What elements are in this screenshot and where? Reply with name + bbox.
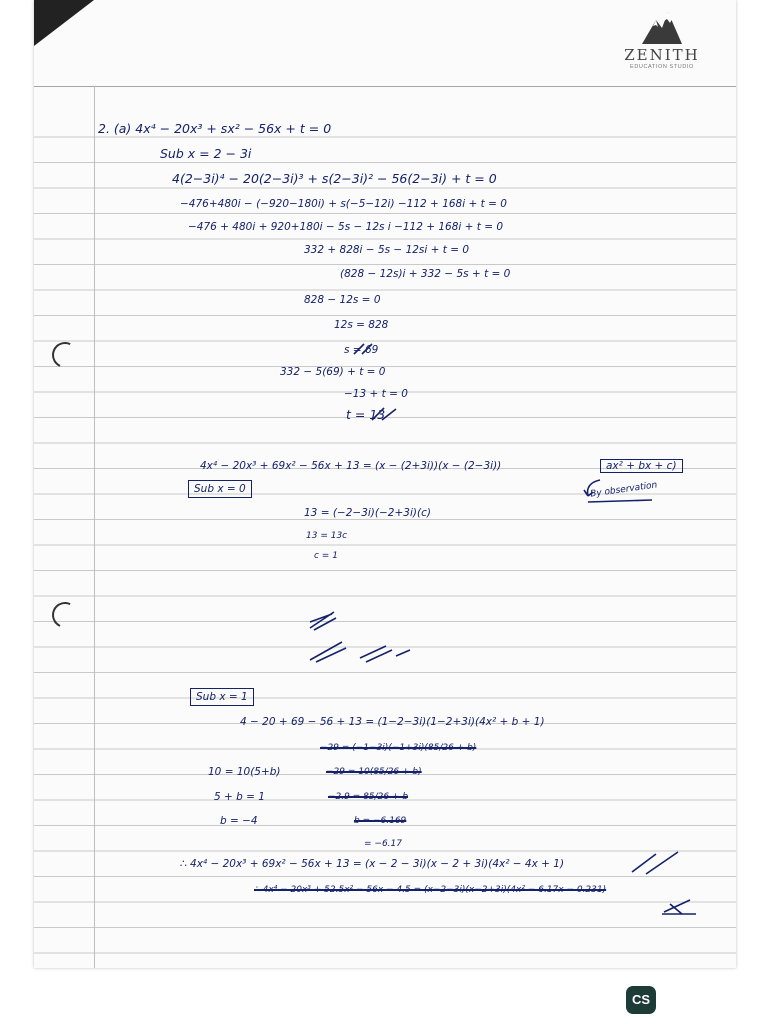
crossed-out-line: −29 = (−1−3i)(−1+3i)(85/26 + b) xyxy=(320,743,477,753)
tick-mark-icon xyxy=(370,406,404,422)
factor-equation: 4x⁴ − 20x³ + 69x² − 56x + 13 = (x − (2+3i))(x − (2−3i)) xyxy=(200,460,502,472)
crossed-out-line: −29 = 10(85/26 + b) xyxy=(326,767,422,777)
working-line: 332 + 828i − 5s − 12si + t = 0 xyxy=(304,244,470,256)
factor-equation-quadratic xyxy=(600,458,683,474)
working-line: (828 − 12s)i + 332 − 5s + t = 0 xyxy=(340,268,511,280)
tick-mark-icon xyxy=(352,342,382,356)
working-line: = −6.17 xyxy=(364,839,402,849)
cross-mark-icon xyxy=(660,896,700,916)
margin-rule xyxy=(94,86,95,968)
annotation-note: By observation xyxy=(589,480,658,500)
working-line: −476+480i − (−920−180i) + s(−5−12i) −112 + 168i + t = 0 xyxy=(180,198,507,210)
final-answer: ∴ 4x⁴ − 20x³ + 69x² − 56x + 13 = (x − 2 − 3i)(x − 2 + 3i)(4x² − 4x + 1) xyxy=(180,858,565,870)
sub-x-1-box: Sub x = 1 xyxy=(190,688,254,706)
working-line: 13 = 13c xyxy=(306,531,348,541)
mountain-icon xyxy=(640,8,684,44)
scribble-icon xyxy=(306,636,416,666)
crossed-out-line: −2.9 = 85/26 + b xyxy=(328,792,409,802)
working-line: 4 − 20 + 69 − 56 + 13 = (1−2−3i)(1−2+3i)(4x² + b + 1) xyxy=(240,716,545,728)
working-line: t = 13 xyxy=(346,407,386,422)
working-line: s = 69 xyxy=(344,344,379,356)
working-line: −476 + 480i + 920+180i − 5s − 12s i −112 + 168i + t = 0 xyxy=(188,221,504,233)
sub-x-0-box: Sub x = 0 xyxy=(188,480,252,498)
page-corner-shadow xyxy=(34,0,94,46)
crossed-out-answer: ∴ 4x⁴ − 20x³ + 52.5x² − 56x − 4.5 = (x−2−3i)(x−2+3i)(4x² − 6.17x − 0.231) xyxy=(254,885,607,895)
header-rule xyxy=(34,86,736,87)
punch-hole-top xyxy=(48,338,81,371)
logo-name: ZENITH xyxy=(624,46,700,64)
notebook-page xyxy=(34,0,736,968)
working-line: 5 + b = 1 xyxy=(214,791,265,803)
working-line: −13 + t = 0 xyxy=(344,388,408,400)
scribble-icon xyxy=(306,608,340,632)
working-line: Sub x = 2 − 3i xyxy=(160,146,252,161)
working-line: 10 = 10(5+b) xyxy=(208,766,281,778)
working-line: 13 = (−2−3i)(−2+3i)(c) xyxy=(304,507,431,519)
underline-icon xyxy=(586,498,656,506)
working-line: 4(2−3i)⁴ − 20(2−3i)³ + s(2−3i)² − 56(2−3i) + t = 0 xyxy=(172,171,497,186)
crossed-out-line: b = −6.169 xyxy=(354,816,407,826)
punch-hole-bottom xyxy=(48,598,81,631)
camscanner-badge: CS xyxy=(626,986,656,1014)
quadratic-term: ax² + bx + c) xyxy=(600,459,683,473)
zenith-logo xyxy=(622,8,702,70)
arrow-icon xyxy=(580,478,604,500)
working-line: 332 − 5(69) + t = 0 xyxy=(280,366,386,378)
working-line: 828 − 12s = 0 xyxy=(304,294,381,306)
question-heading: 2. (a) 4x⁴ − 20x³ + sx² − 56x + t = 0 xyxy=(98,121,332,136)
double-tick-icon xyxy=(630,850,682,876)
working-line: b = −4 xyxy=(220,815,258,827)
logo-subtitle: EDUCATION STUDIO xyxy=(630,64,694,70)
working-line: 12s = 828 xyxy=(334,319,389,331)
working-line: c = 1 xyxy=(314,551,338,561)
